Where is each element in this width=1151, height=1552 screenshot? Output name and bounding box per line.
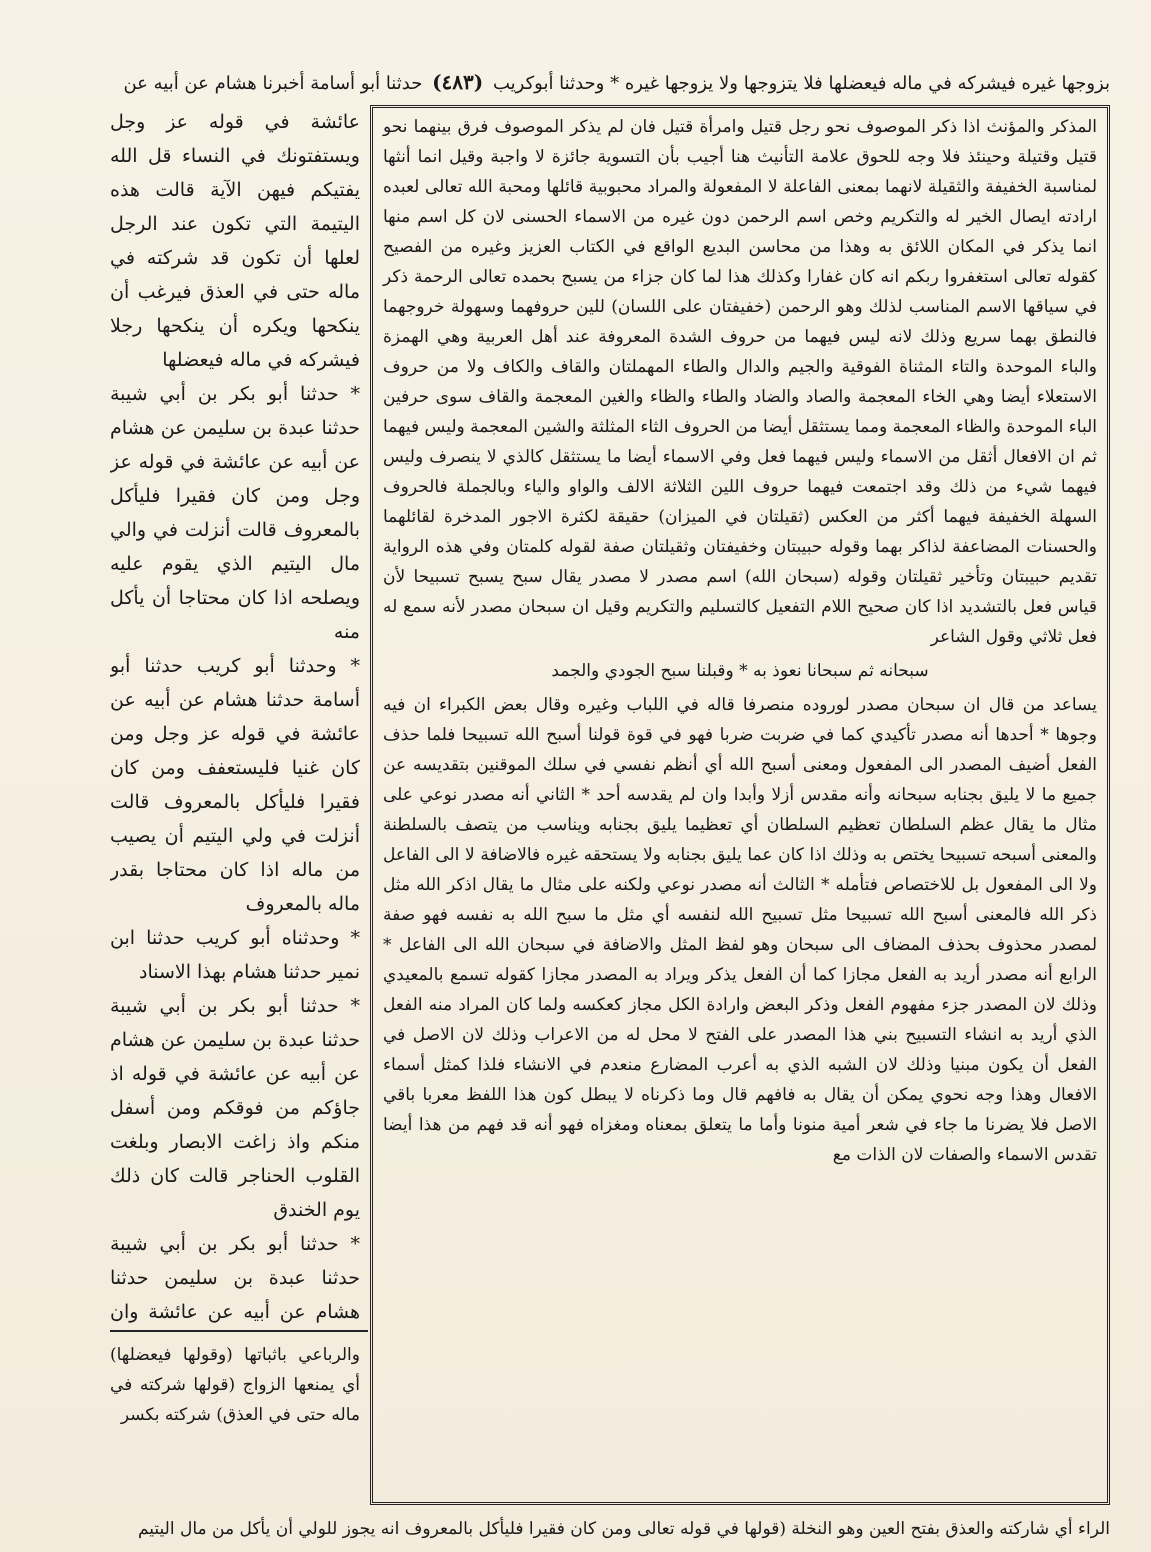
commentary-paragraph: المذكر والمؤنث اذا ذكر الموصوف نحو رجل قتيل وامرأة قتيل فان لم يذكر الموصوف فرق بينهما نحو قتيل وقتيلة وحينئذ فلا وجه للحوق علامة التأنيث هنا أجيب بأن التسوية جائزة لا واجبة وقيل انما أنثها لمناسبة الخفيفة والثقيلة لانهما بمعنى الفاعلة لا المفعولة والمراد محبوبية قائلها ومحبة الله تعالى لعبده ارادته ايصال الخير له والتكريم وخص اسم الرحمن دون غيره من الاسماء الحسنى لان كل اسم منها انما يذكر في المكان اللائق به وهذا من محاسن البديع الواقع في الكتاب العزيز وغيره من الفصيح كقوله تعالى استغفروا ربكم انه كان غفارا وكذلك هذا لما كان جزاء من يسبح بحمده تعالى الرحمة ذكر في سياقها الاسم المناسب لذلك وهو الرحمن (خفيفتان على اللسان) للين حروفهما وسهولة خروجهما فالنطق بهما سريع وذلك لانه ليس فيهما من حروف الشدة المعروفة عند أهل العربية وهي الهمزة والباء الموحدة والتاء المثناة الفوقية والجيم والدال والطاء المهملتان والقاف والكاف ولا من حروف الاستعلاء أيضا وهي الخاء المعجمة والصاد والضاد والطاء والظاء والغين المعجمة والقاف سوى حرفين الباء الموحدة والظاء المعجمة ومما يستثقل أيضا من الحروف الثاء المثلثة والشين المعجمة وليس فيهما ثم ان الافعال أثقل من الاسماء وليس فيهما فعل وفي الاسماء أيضا ما يستثقل كالذي لا ينصرف وليس فيهما شيء من ذلك وقد اجتمعت فيهما حروف اللين الثلاثة الالف والواو والياء وبالجملة فالحروف السهلة الخفيفة فيهما أكثر من العكس (ثقيلتان في الميزان) حقيقة لكثرة الاجور المدخرة لقائلهما والحسنات المضاعفة لذاكر بهما وقوله حبيبتان وخفيفتان وثقيلتان صفة لقوله كلمتان وفي هذه الرواية تقديم حبيبتان وتأخير ثقيلتان وقوله (سبحان الله) اسم مصدر لا مصدر يقال سبح يسبح تسبيحا لأن قياس فعل بالتشديد اذا كان صحيح اللام التفعيل كالتسليم والتكريم وقيل ان سبحان مصدر لأنه سمع له فعل ثلاثي وقول الشاعر bbox=[383, 117, 1097, 647]
hadith-paragraph: * وحدثناه أبو كريب حدثنا ابن نمير حدثنا هشام بهذا الاسناد bbox=[110, 927, 360, 983]
hadith-paragraph: * حدثنا أبو بكر بن أبي شيبة حدثنا عبدة بن سليمن عن هشام عن أبيه عن عائشة في قوله اذ جاؤكم من فوقكم ومن أسفل منكم واذ زاغت الابصار وبلغت القلوب الحناجر قالت كان ذلك يوم الخندق bbox=[110, 995, 360, 1221]
commentary-verse: سبحانه ثم سبحانا نعوذ به * وقبلنا سبح الجودي والجمد bbox=[551, 661, 929, 681]
hadith-paragraph: * حدثنا أبو بكر بن أبي شيبة حدثنا عبدة بن سليمن عن هشام عن أبيه عن عائشة في قوله عز وجل ومن كان فقيرا فليأكل بالمعروف قالت أنزلت في والي مال اليتيم الذي يقوم عليه ويصلحه اذا كان محتاجا أن يأكل منه bbox=[110, 383, 360, 643]
commentary-frame bbox=[370, 105, 1110, 1505]
footer-text: الراء أي شاركته والعذق بفتح العين وهو النخلة (قولها في قوله تعالى ومن كان فقيرا فليأكل بالمعروف انه يجوز للولي أن يأكل من مال اليتيم bbox=[137, 1519, 1110, 1539]
commentary-block bbox=[373, 108, 1107, 1170]
page-number: (٤٨٣) bbox=[432, 70, 484, 94]
running-header bbox=[110, 62, 1110, 102]
column-divider bbox=[110, 1330, 368, 1332]
main-text-column bbox=[110, 105, 360, 1330]
hadith-paragraph: عائشة في قوله عز وجل ويستفتونك في النساء قل الله يفتيكم فيهن الآية قالت هذه اليتيمة التي تكون عند الرجل لعلها أن تكون قد شركته في ماله حتى في العذق فيرغب أن ينكحها ويكره أن ينكحها رجلا فيشركه في ماله فيعضلها bbox=[110, 111, 360, 371]
header-text-left: حدثنا أبو أسامة أخبرنا هشام عن أبيه عن bbox=[123, 73, 423, 94]
commentary-paragraph: يساعد من قال ان سبحان مصدر لوروده منصرفا قاله في اللباب وغيره وقال بعض الكبراء ان فيه وجوها * أحدها أنه مصدر تأكيدي كما في ضربت ضربا فهو في قوة قولنا أسبح الله تسبيحا فلما حذف الفعل أضيف المصدر الى المفعول ومعنى أسبح الله أي أنظم نفسي في سلك الموقنين بتقديسه عن جميع ما لا يليق بجنابه سبحانه وأنه مقدس أزلا وأبدا وان لم يقدسه أحد * الثاني أنه مصدر نوعي على مثال ما يقال عظم السلطان تعظيم السلطان أي تعظيما يليق بجنابه ويناسب من يتصف بالسلطنة والمعنى أسبحه تسبيحا يختص به وذلك اذا كان عما يليق بجنابه ولا يستحقه غيره فالاضافة لا الى الفاعل ولا الى المفعول بل للاختصاص فتأمله * الثالث أنه مصدر نوعي ولكنه على مثال ما يقال اذكر الله مثل ذكر الله فالمعنى أسبح الله تسبيحا مثل تسبيح الله لنفسه أي مثل ما سبح الله به نفسه فهو صفة لمصدر محذوف بحذف المضاف الى سبحان وهو لفظ المثل والاضافة في سبحان الله الى الفاعل * الرابع أنه مصدر أريد به الفعل مجازا كما أن الفعل يذكر ويراد به المصدر مجازا كقوله تسمع بالمعيدي وذلك لان المصدر جزء مفهوم الفعل وذكر البعض وارادة الكل مجاز كعكسه ولما كان المراد منه الفعل الذي أريد به انشاء التسبيح بني هذا المصدر على الفتح لا محل له من الاعراب وذلك لان الاصل في الفعل أن يكون مبنيا وذلك لان الشبه الذي به أعرب المضارع منعدم في الانشاء فلذا كمثل أسماء الافعال وهذا وجه نحوي يمكن أن يقال به فافهم قال وما ذكرناه لا يبطل كون هذا اللفظ معربا باقي الاصل فلا يضرنا ما جاء في شعر أمية منونا وأما ما يتعلق بمعناه ومغزاه فهو أنه قد فهم من هذا أيضا تقدس الاسماء والصفات لان الذات مع bbox=[383, 695, 1097, 1165]
side-note bbox=[110, 1340, 360, 1510]
hadith-paragraph: * حدثنا أبو بكر بن أبي شيبة حدثنا عبدة بن سليمن حدثنا هشام عن أبيه عن عائشة وان bbox=[110, 1233, 360, 1323]
hadith-paragraph: * وحدثنا أبو كريب حدثنا أبو أسامة حدثنا هشام عن أبيه عن عائشة في قوله عز وجل ومن كان غنيا فليستعفف ومن كان فقيرا فليأكل بالمعروف قالت أنزلت في ولي اليتيم أن يصيب من ماله اذا كان محتاجا بقدر ماله بالمعروف bbox=[110, 655, 360, 915]
header-text-right: بزوجها غيره فيشركه في ماله فيعضلها فلا يتزوجها ولا يزوجها غيره * وحدثنا أبوكريب bbox=[492, 73, 1110, 94]
side-note-text: والرباعي باثباتها (وقولها فيعضلها) أي يمنعها الزواج (قولها شركته في ماله حتى في العذق) شركته بكسر bbox=[110, 1345, 360, 1425]
footer-note bbox=[110, 1512, 1110, 1552]
